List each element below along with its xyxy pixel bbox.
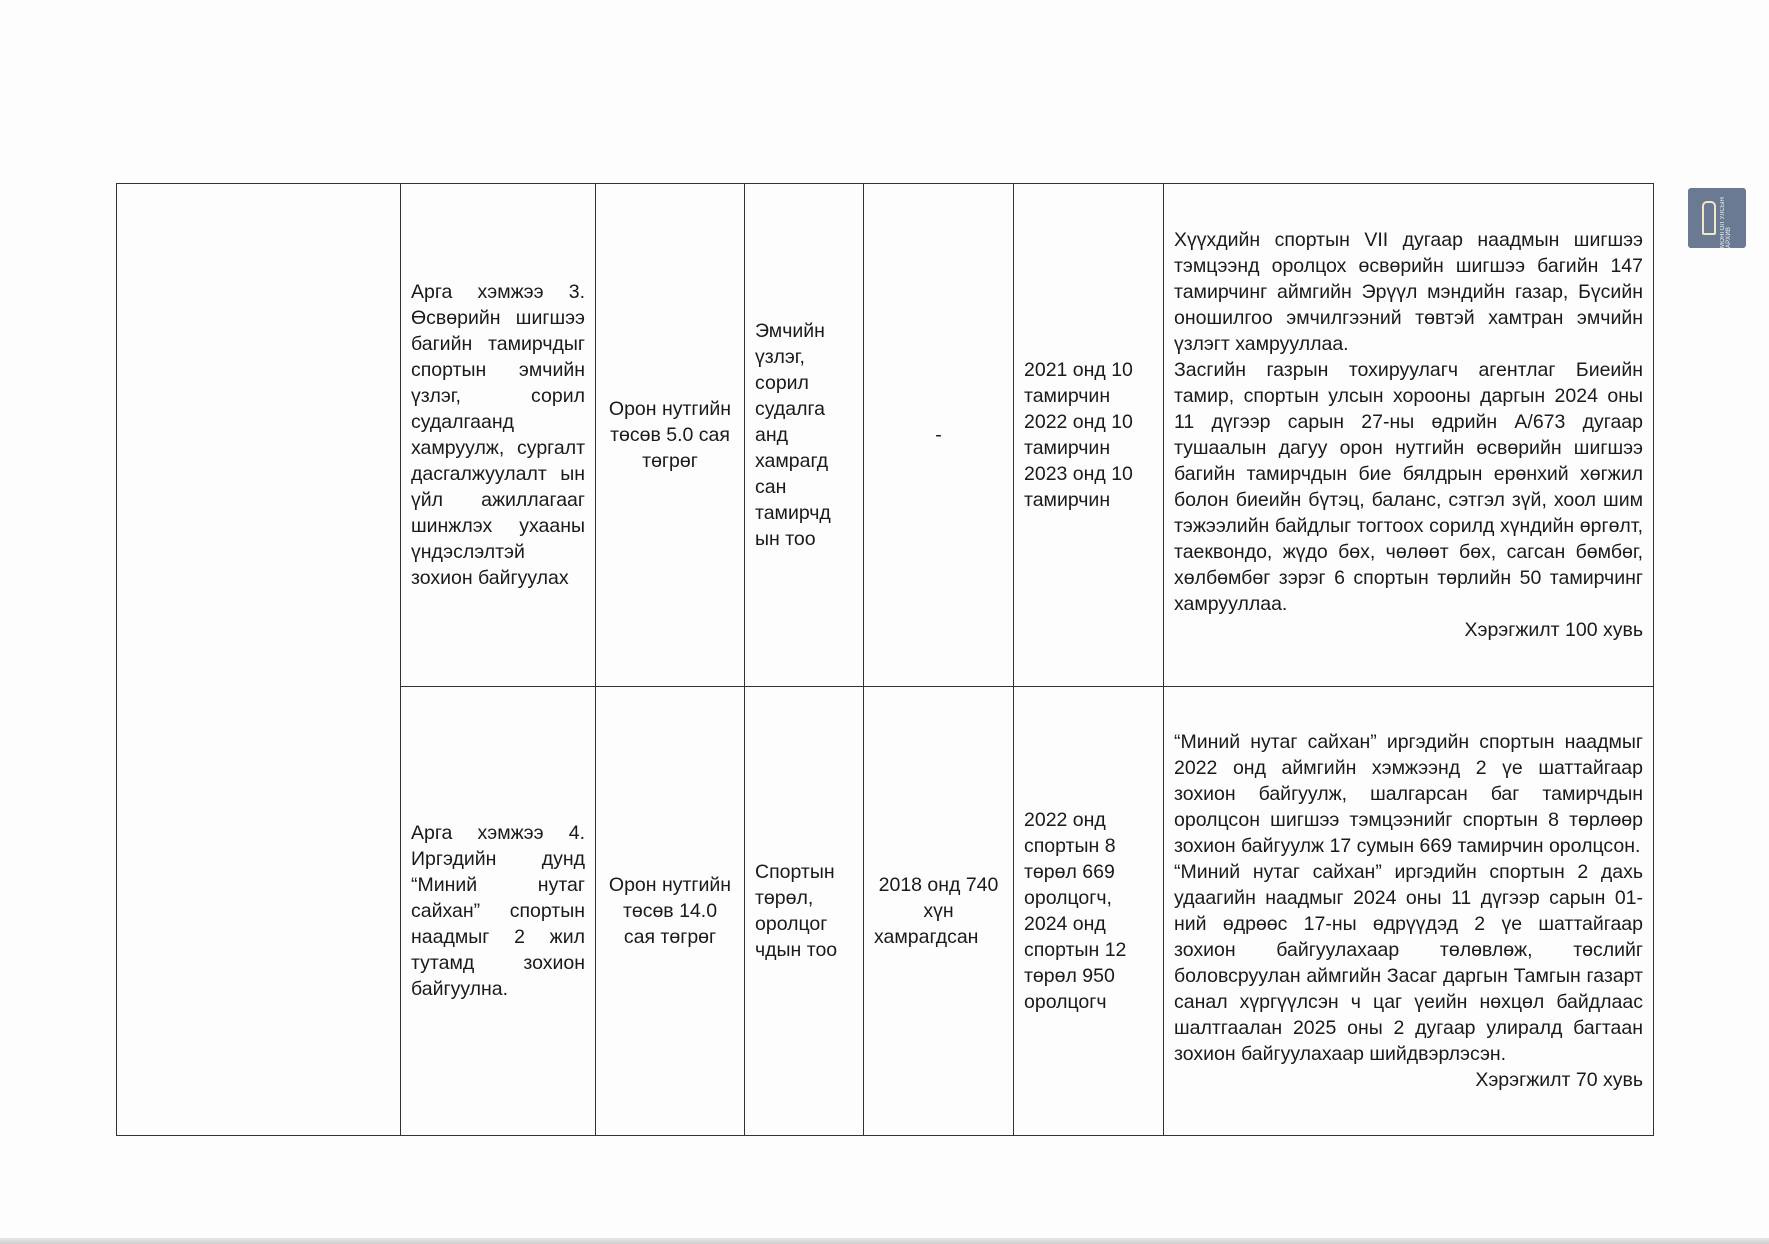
baseline-cell: - bbox=[864, 184, 1014, 687]
soyombo-emblem-icon bbox=[1702, 201, 1716, 235]
indicator-cell: Спортын төрөл, оролцог чдын тоо bbox=[745, 687, 864, 1136]
result-text: “Миний нутаг сайхан” иргэдийн спортын наадмыг 2022 онд аймгийн хэмжээнд 2 үе шаттайгаар зохион байгуулж, шалгарсан баг тамирчдын оролцсон шигшээ тэмцээнийг спортын 8 төрлөөр зохион байгуулж 17 сумын 669 тамирчин оролцсон. “Миний нутаг сайхан” иргэдийн спортын 2 дахь удаагийн наадмыг 2024 оны 11 дүгээр сарын 01-ний өдрөөс 17-ны өдрүүдэд 2 үе шаттайгаар зохион байгуулахаар төлөвлөж, төслийг боловсруулан аймгийн Засаг даргын Тамгын газарт санал хүргүүлсэн ч цаг үеийн нөхцөл байдлаас шалтгаалан 2025 оны 2 дугаар улиралд багтаан зохион байгуулахаар шийдвэрлэсэн. bbox=[1174, 731, 1643, 1065]
measures-report-table bbox=[116, 183, 1654, 1136]
result-cell bbox=[1164, 184, 1654, 687]
action-cell: Арга хэмжээ 3. Өсвөрийн шигшээ багийн тамирчдыг спортын эмчийн үзлэг, сорил судалгаанд хамруулж, сургалт дасгалжуулалт ын үйл ажиллагааг шинжлэх ухааны үндэслэлтэй зохион байгуулах bbox=[401, 184, 596, 687]
objective-cell-empty bbox=[117, 184, 401, 1136]
archive-stamp bbox=[1688, 188, 1746, 248]
stamp-text: МОНГОЛ УЛСЫН АРХИВ bbox=[1720, 196, 1732, 248]
result-text: Хүүхдийн спортын VII дугаар наадмын шигшээ тэмцээнд оролцох өсвөрийн шигшээ багийн 147 тамирчинг аймгийн Эрүүл мэндийн газар, Бүсийн оношилгоо эмчилгээний төвтэй хамтран эмчийн үзлэгт хамрууллаа. Засгийн газрын тохируулагч агентлаг Биеийн тамир, спортын улсын хорооны даргын 2024 оны 11 дүгээр сарын 27-ны өдрийн А/673 дугаар тушаалын дагуу орон нутгийн өсвөрийн шигшээ багийн тамирчдын бие бялдрын ерөнхий хөгжил болон биеийн бүтэц, баланс, сэтгэл зүй, хоол шим тэжээлийн байдлыг тогтоох сорилд хүндийн өргөлт, таеквондо, жүдо бөх, чөлөөт бөх, сагсан бөмбөг, хөлбөмбөг зэрэг 6 спортын төрлийн 50 тамирчинг хамрууллаа. bbox=[1174, 229, 1643, 615]
target-cell: 2022 онд спортын 8 төрөл 669 оролцогч, 2024 онд спортын 12 төрөл 950 оролцогч bbox=[1014, 687, 1164, 1136]
execution-rate: Хэрэгжилт 70 хувь bbox=[1475, 1069, 1643, 1091]
indicator-cell: Эмчийн үзлэг, сорил судалга анд хамрагд сан тамирчд ын тоо bbox=[745, 184, 864, 687]
table-row bbox=[117, 184, 1654, 687]
target-cell: 2021 онд 10 тамирчин 2022 онд 10 тамирчин 2023 онд 10 тамирчин bbox=[1014, 184, 1164, 687]
result-cell bbox=[1164, 687, 1654, 1136]
baseline-cell: 2018 онд 740 хүн хамрагдсан bbox=[864, 687, 1014, 1136]
execution-rate: Хэрэгжилт 100 хувь bbox=[1464, 619, 1643, 641]
action-cell: Арга хэмжээ 4. Иргэдийн дунд “Миний нутаг сайхан” спортын наадмыг 2 жил тутамд зохион байгуулна. bbox=[401, 687, 596, 1136]
scan-bottom-edge bbox=[0, 1238, 1769, 1244]
budget-cell: Орон нутгийн төсөв 5.0 сая төгрөг bbox=[596, 184, 745, 687]
budget-cell: Орон нутгийн төсөв 14.0 сая төгрөг bbox=[596, 687, 745, 1136]
